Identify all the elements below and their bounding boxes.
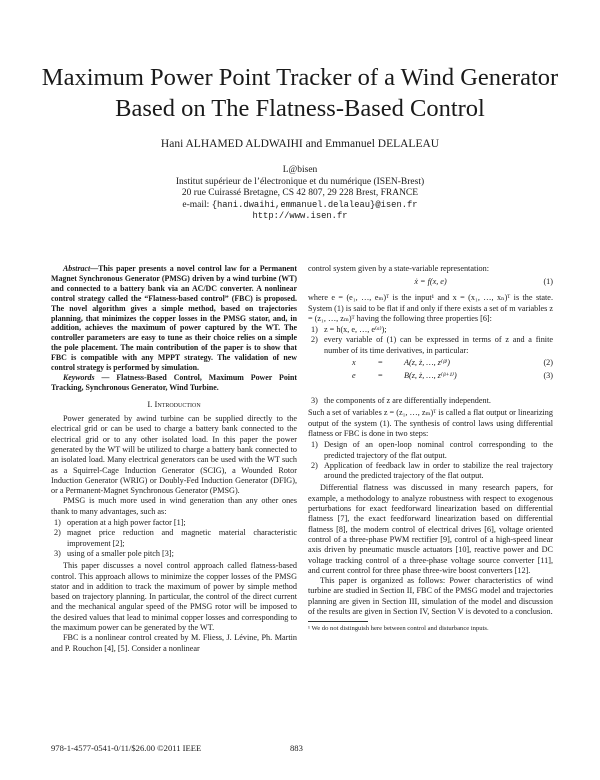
list-item [51, 549, 297, 559]
advantages-list [51, 518, 297, 559]
keywords-text: — Flatness-Based Control, Maximum Power Point Tracking, Synchronous Generator, Wind Turbine. [51, 372, 297, 392]
equation-2-lhs: x [352, 358, 356, 368]
title-line-2: Based on The Flatness-Based Control [115, 95, 485, 122]
page-number: 883 [290, 743, 303, 753]
equation-1-number: (1) [543, 277, 553, 287]
equation-1 [308, 277, 553, 290]
list-text: Design of an open-loop nominal control corresponding to the predicted trajectory of the flat output. [324, 440, 553, 460]
lab-name: L@bisen [282, 165, 318, 175]
equation-1-body: ẋ = f(x, e) [414, 277, 447, 287]
affiliation [30, 165, 570, 223]
list-text: the components of z are differentially independent. [324, 396, 491, 406]
list-number: 2) [311, 460, 318, 470]
email-label: e-mail: [182, 199, 210, 210]
list-number: 2) [311, 335, 318, 345]
equation-2 [308, 358, 553, 371]
organization-paragraph: This paper is organized as follows: Power characteristics of wind turbine are studied in Section II, FBC of the PMSG model and trajectories planning are given in Section III, simulation of the model and discussion of the results are given in Section IV, Section V is devoted to a conclusion. [308, 576, 553, 617]
flatness-paragraph: Differential flatness was discussed in many research papers, for example, a methodology to analyze robustness with respect to exogenous perturbations for exact feedforward linearization based on differential flatness [7], the exact feedforward linearization based on differential flatness [8], the modern control of electrical drives [6], voltage oriented control of a three-phase PWM rectifier [9], control of a high-speed linear axis driven by pneumatic muscle actuators [10], reactive power and DC voltage tracking control of a three-phase voltage source converter [11], and current control for three phase three-wire boost converters [12]. [308, 483, 553, 575]
list-number: 3) [311, 396, 318, 406]
equation-2-rhs: A(z, ż, …, z⁽ᵝ⁾) [404, 358, 450, 368]
address: 20 rue Cuirassé Bretagne, CS 42 807, 29 228 Brest, FRANCE [181, 188, 419, 199]
list-number: 1) [311, 325, 318, 335]
email-line [30, 200, 570, 212]
right-column [308, 264, 553, 633]
left-column [51, 264, 297, 654]
abstract-text: —This paper presents a novel control law for a Permanent Magnet Synchronous Generator (PMSG) driven by a wind turbine (WT) and connected to a battery bank via an AC/DC converter. A nonlinear control strategy called the “Flatness-based control” (FBC) is proposed. The novel algorithm gives a simple method, based on trajectories planning, that minimizes the copper losses in the PMSG stator, and, in addition, achieves the maximum of power captured by the WT. The controller parameters are easy to tune as their choice relies on a simple the pole placement. The main contribution of the paper is to show that FBC is compatible with any MPPT strategy. The validation of new control strategy is performed by simulation. [51, 264, 297, 373]
list-text: operation at a high power factor [1]; [67, 518, 186, 528]
list-item [51, 528, 297, 549]
equation-3 [308, 371, 553, 384]
list-number: 1) [54, 518, 61, 528]
list-text: using of a smaller pole pitch [3]; [67, 548, 174, 558]
list-item [308, 396, 553, 406]
steps-list [308, 440, 553, 481]
abstract-label: Abstract [63, 264, 91, 273]
list-item [308, 325, 553, 335]
flat-output-paragraph: Such a set of variables z = (z₁, …, zₘ)ᵀ is called a flat output or linearizing output of the system (1). The synthesis of control laws using differential flatness or FBC is done in two steps: [308, 408, 553, 438]
equation-2-op: = [378, 358, 383, 368]
list-number: 3) [54, 548, 61, 558]
list-number: 2) [54, 528, 61, 538]
isbn-copyright: 978-1-4577-0541-0/11/$26.00 ©2011 IEEE [51, 743, 202, 753]
equation-3-rhs: B(z, ż, …, z⁽ᵝ⁺¹⁾) [404, 371, 457, 381]
title-line-1: Maximum Power Point Tracker of a Wind Generator [41, 64, 559, 91]
properties-list [308, 325, 553, 356]
list-text: every variable of (1) can be expressed in terms of z and a finite number of its time derivatives, in particular: [324, 335, 553, 355]
abstract [51, 264, 297, 373]
website-url: http://www.isen.fr [252, 211, 348, 222]
keywords-label: Keywords [63, 372, 95, 382]
list-item [51, 518, 297, 528]
list-text: magnet price reduction and magnetic material characteristic improvement [2]; [67, 528, 297, 548]
state-intro: control system given by a state-variable representation: [308, 264, 489, 273]
email-address: {hani.dwaihi,emmanuel.delaleau}@isen.fr [211, 199, 418, 210]
section-numeral: I. [147, 398, 153, 409]
paper-title [30, 62, 570, 124]
list-number: 1) [311, 440, 318, 450]
section-heading [51, 399, 297, 409]
list-item [308, 440, 553, 461]
list-text: Application of feedback law in order to stabilize the real trajectory around the predicted trajectory of the flat output. [324, 460, 553, 481]
where-paragraph: where e = (e₁, …, eₘ)ᵀ is the input¹ and x = (x₁, …, xₙ)ᵀ is the state. System (1) is said to be flat if and only if there exists a set of m variables z = (z₁, …, zₘ)ᵀ having the following three properties [6]: [308, 293, 553, 323]
keywords [51, 373, 297, 393]
intro-paragraph-1: Power generated by awind turbine can be supplied directly to the electrical grid or can be used to charge a battery bank connected to the electrical grid or to any other isolated load. In this paper the power generated by the WT will be utilized to charge a battery bank connected to an isolated load. Many electrical generators can be used with the WT such as a Squirrel-Cage Induction Generator (SCIG), a Wounded Rotor Induction Generator (WRIG) or Doubly-Fed Induction Generator (DFIG), or a Permanent-Magnet Synchronous Generator (PMSG). [51, 414, 297, 496]
equation-3-op: = [378, 371, 383, 381]
property-3 [308, 396, 553, 406]
institute: Institut supérieur de l’électronique et du numérique (ISEN-Brest) [175, 176, 425, 187]
approach-paragraph: This paper discusses a novel control approach called flatness-based control. This approach allows to minimize the copper losses of the PMSG stator and in addition to track the maximum of power by simple method based on trajectory planning. In particular, the control of the direct current and the mechanical angular speed of the PMSG rotor will be imposed to the desired values that lead to minimal copper losses and corresponding to the maximum power can be generated by the WT. [51, 561, 297, 633]
section-title: Introduction [154, 398, 201, 409]
equation-3-number: (3) [543, 371, 553, 381]
equation-2-number: (2) [543, 358, 553, 368]
list-text: z = h(x, e, …, e⁽ᵅ⁾); [324, 325, 387, 335]
equation-3-lhs: e [352, 371, 356, 381]
list-item [308, 335, 553, 356]
fbc-paragraph: FBC is a nonlinear control created by M. Fliess, J. Lévine, Ph. Martin and P. Rouchon [4], [5]. Consider a nonlinear [51, 633, 297, 653]
authors: Hani ALHAMED ALDWAIHI and Emmanuel DELALEAU [160, 138, 440, 150]
list-item [308, 461, 553, 482]
footnote: ¹ We do not distinguish here between control and disturbance inputs. [308, 625, 489, 633]
intro-paragraph-2: PMSG is much more used in wind generation than any other ones thank to many advantages, such as: [51, 496, 297, 516]
